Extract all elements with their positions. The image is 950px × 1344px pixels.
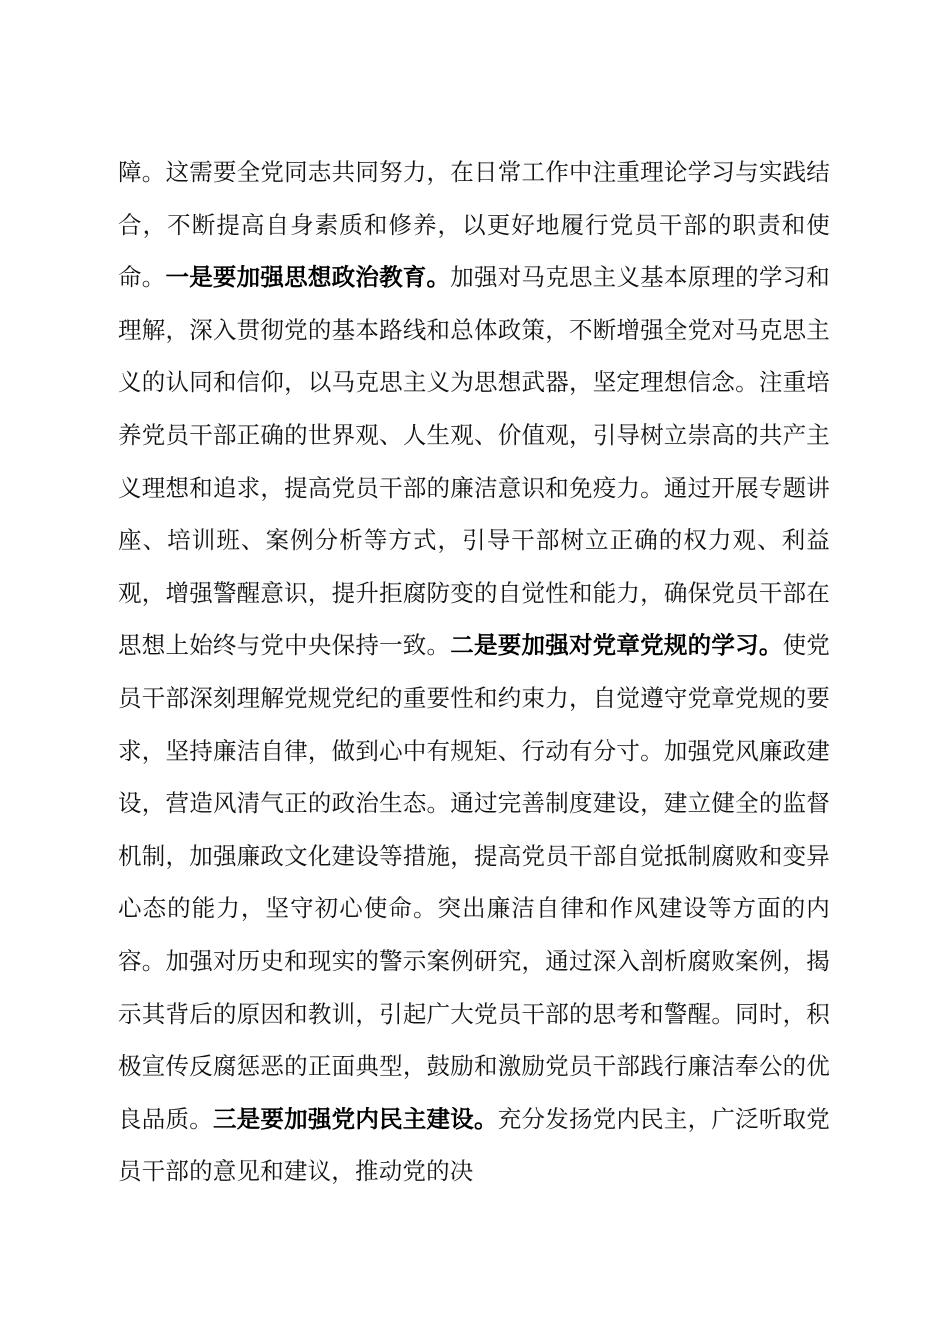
text-segment: 使党员干部深刻理解党规党纪的重要性和约束力，自觉遵守党章党规的要求，坚持廉洁自律，做到心中有规矩、行动有分寸。加强党风廉政建设，营造风清气正的政治生态。通过完善制度建设，建立健全的监督机制，加强廉政文化建设等措施，提高党员干部自觉抵制腐败和变异心态的能力，坚守初心使命。突出廉洁自律和作风建设等方面的内容。加强对历史和现实的警示案例研究，通过深入剖析腐败案例，揭示其背后的原因和教训，引起广大党员干部的思考和警醒。同时，积极宣传反腐惩恶的正面典型，鼓励和激励党员干部践行廉洁奉公的优良品质。 — [118, 631, 830, 1133]
text-segment: 加强对马克思主义基本原理的学习和理解，深入贯彻党的基本路线和总体政策，不断增强全党对马克思主义的认同和信仰，以马克思主义为思想武器，坚定理想信念。注重培养党员干部正确的世界观、人生观、价值观，引导树立崇高的共产主义理想和追求，提高党员干部的廉洁意识和免疫力。通过开展专题讲座、培训班、案例分析等方式，引导干部树立正确的权力观、利益观，增强警醒意识，提升拒腐防变的自觉性和能力，确保党员干部在思想上始终与党中央保持一致。 — [118, 263, 830, 660]
heading-point-three: 三是要加强党内民主建设。 — [212, 1104, 498, 1133]
text-segment: 障。这需要全党同志共同努力，在日常工作中注重理论学习与实践结合，不断提高自身素质和修养，以更好地履行党员干部的职责和使命。 — [118, 158, 830, 292]
text-segment: 充分发扬党内民主，广泛听取党员干部的意见和建议，推动党的决 — [118, 1104, 830, 1186]
body-paragraph — [118, 146, 830, 1198]
heading-point-two: 二是要加强对党章党规的学习。 — [450, 631, 783, 660]
heading-point-one: 一是要加强思想政治教育。 — [165, 263, 451, 292]
